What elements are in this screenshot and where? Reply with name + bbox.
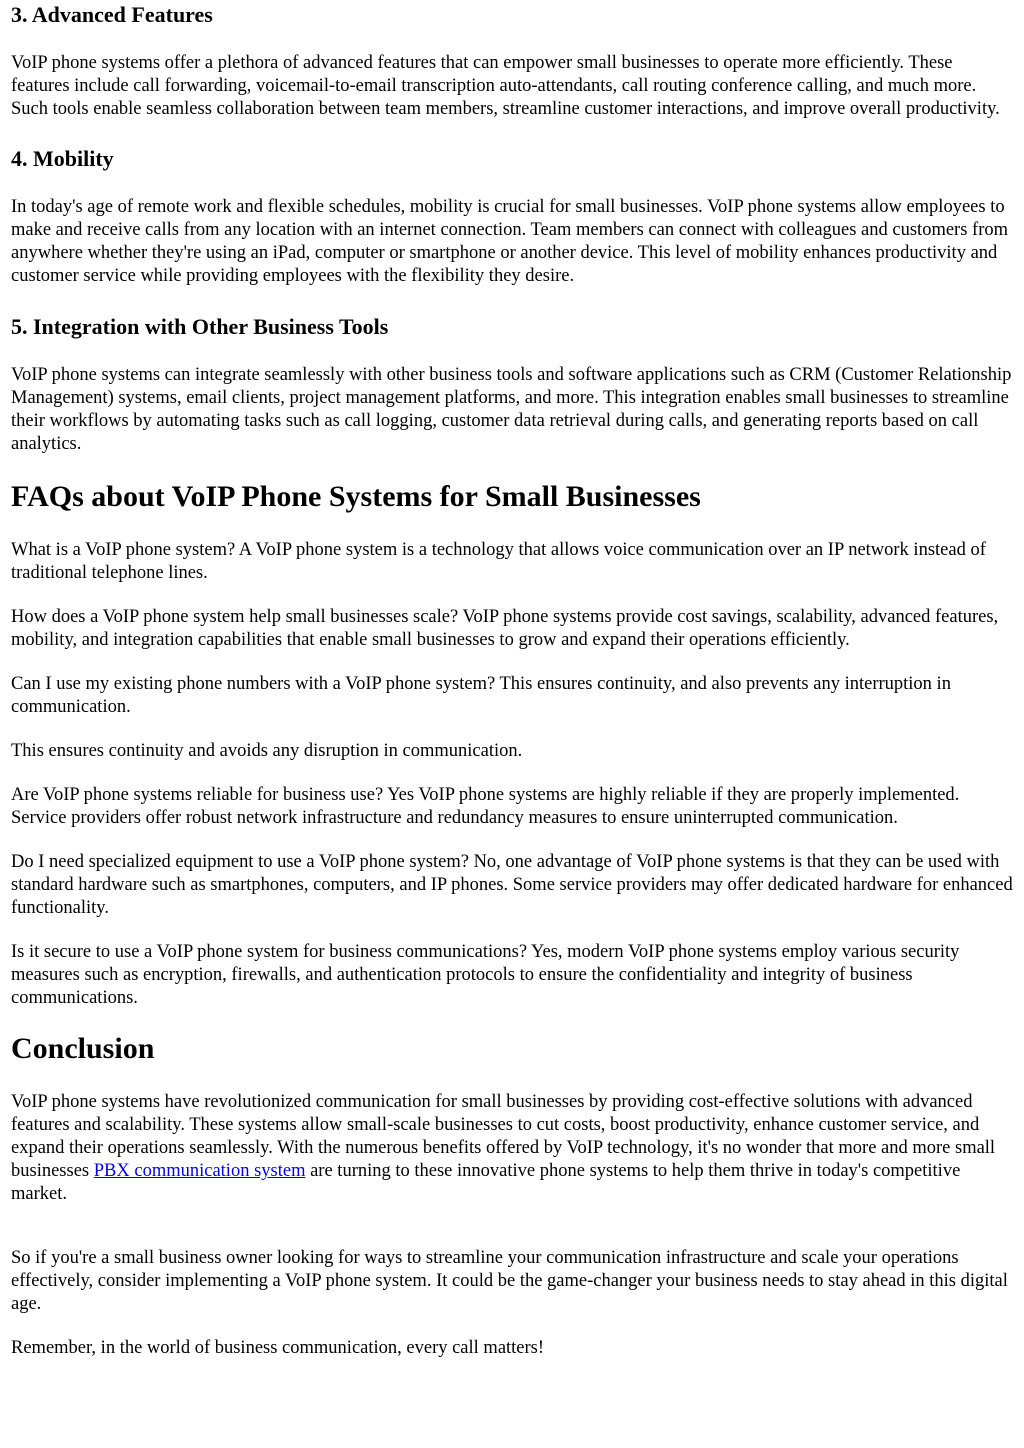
conclusion-text-after-link: are turning to these innovative phone systems to help them thrive in today's competitive market. xyxy=(11,1161,961,1204)
faq-item: Are VoIP phone systems reliable for business use? Yes VoIP phone systems are highly reliable if they are properly implemented. Service providers offer robust network infrastructure and redundancy measures to ensure uninterrupted communication. xyxy=(11,785,960,828)
conclusion-closing-line: Remember, in the world of business communication, every call matters! xyxy=(11,1338,545,1358)
conclusion-paragraph xyxy=(11,1091,1014,1206)
section-heading-integration: 5. Integration with Other Business Tools xyxy=(11,314,389,339)
paragraph-advanced-features: VoIP phone systems offer a plethora of advanced features that can empower small businesses to operate more efficiently. These features include call forwarding, voicemail-to-email transcription auto-attendants, call routing conference calling, and much more. Such tools enable seamless collaboration between team members, streamline customer interactions, and improve overall productivity. xyxy=(11,53,1000,119)
pbx-communication-system-link[interactable]: PBX communication system xyxy=(93,1161,306,1181)
faq-item: What is a VoIP phone system? A VoIP phone system is a technology that allows voice communication over an IP network instead of traditional telephone lines. xyxy=(11,540,986,583)
faq-item: Do I need specialized equipment to use a VoIP phone system? No, one advantage of VoIP phone systems is that they can be used with standard hardware such as smartphones, computers, and IP phones. Some service providers may offer dedicated hardware for enhanced functionality. xyxy=(11,852,1013,918)
section-heading-mobility: 4. Mobility xyxy=(11,146,114,171)
paragraph-mobility: In today's age of remote work and flexible schedules, mobility is crucial for small businesses. VoIP phone systems allow employees to make and receive calls from any location with an internet connection. Team members can connect with colleagues and customers from anywhere whether they're using an iPad, computer or smartphone or another device. This level of mobility enhances productivity and customer service while providing employees with the flexibility they desire. xyxy=(11,197,1008,286)
faq-item: Can I use my existing phone numbers with a VoIP phone system? This ensures continuity, and also prevents any interruption in communication. xyxy=(11,674,951,717)
faq-heading: FAQs about VoIP Phone Systems for Small Businesses xyxy=(11,480,701,513)
section-heading-advanced-features: 3. Advanced Features xyxy=(11,2,213,27)
faq-item: Is it secure to use a VoIP phone system for business communications? Yes, modern VoIP phone systems employ various security measures such as encryption, firewalls, and authentication protocols to ensure the confidentiality and integrity of business communications. xyxy=(11,942,960,1008)
conclusion-heading: Conclusion xyxy=(11,1032,155,1065)
conclusion-paragraph-cta: So if you're a small business owner looking for ways to streamline your communication infrastructure and scale your operations effectively, consider implementing a VoIP phone system. It could be the game-changer your business needs to stay ahead in this digital age. xyxy=(11,1248,1008,1314)
faq-item: This ensures continuity and avoids any disruption in communication. xyxy=(11,741,523,761)
faq-item: How does a VoIP phone system help small businesses scale? VoIP phone systems provide cost savings, scalability, advanced features, mobility, and integration capabilities that enable small businesses to grow and expand their operations efficiently. xyxy=(11,607,999,650)
paragraph-integration: VoIP phone systems can integrate seamlessly with other business tools and software applications such as CRM (Customer Relationship Management) systems, email clients, project management platforms, and more. This integration enables small businesses to streamline their workflows by automating tasks such as call logging, customer data retrieval during calls, and generating reports based on call analytics. xyxy=(11,365,1012,454)
conclusion-text-before-link: VoIP phone systems have revolutionized communication for small businesses by providing cost-effective solutions with advanced features and scalability. These systems allow small-scale businesses to cut costs, boost productivity, enhance customer service, and expand their operations seamlessly. With the numerous benefits offered by VoIP technology, it's no wonder that more and more small businesses xyxy=(11,1092,996,1181)
